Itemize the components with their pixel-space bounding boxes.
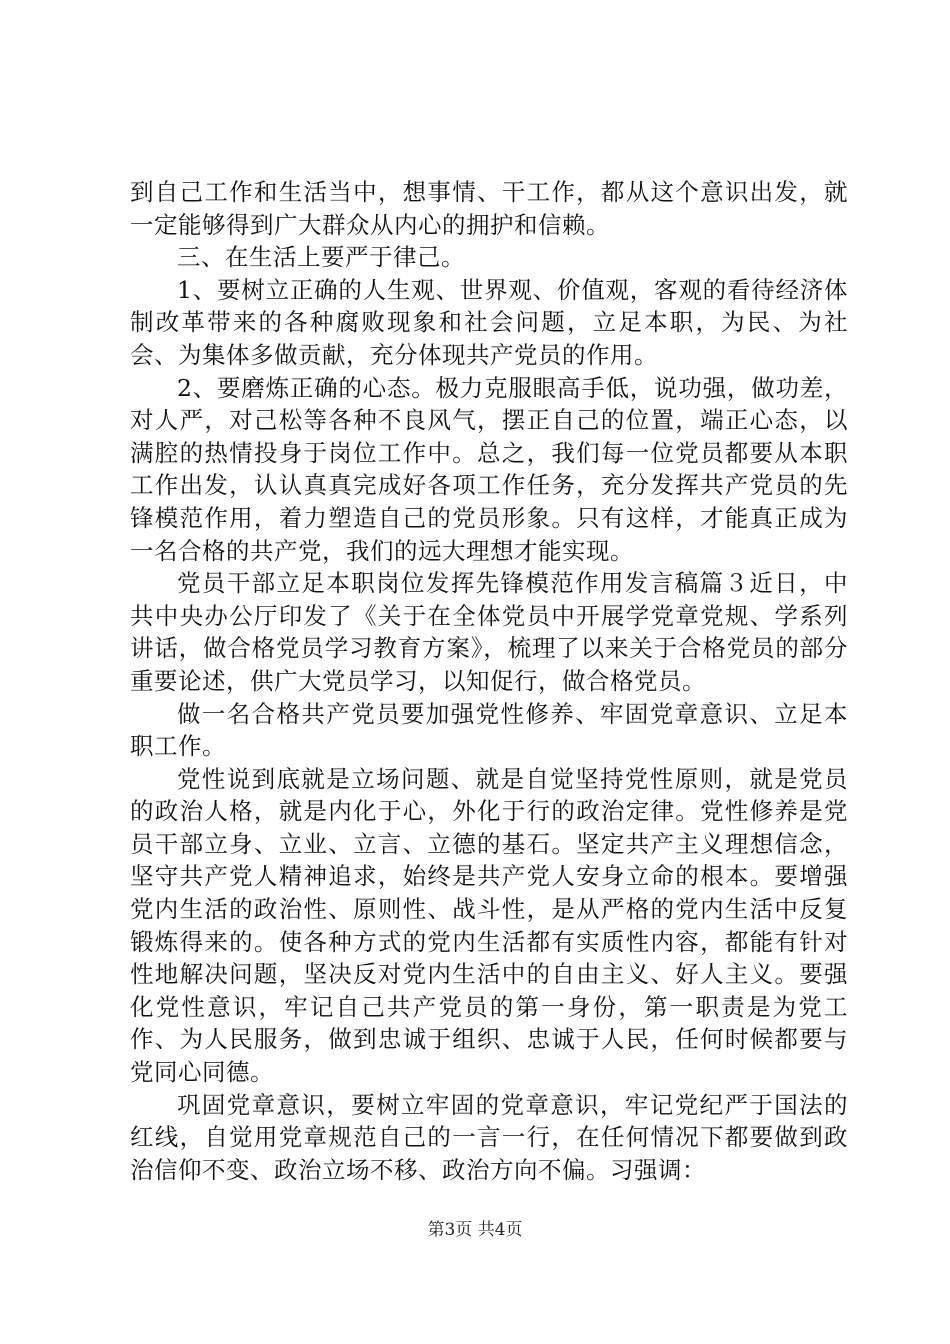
document-body <box>130 176 848 1186</box>
paragraph-item-1: 1、要树立正确的人生观、世界观、价值观，客观的看待经济体制改革带来的各种腐败现象和社会问题，立足本职，为民、为社会、为集体多做贡献，充分体现共产党员的作用。 <box>130 275 848 369</box>
page-footer: 第3页 共4页 <box>427 1220 523 1240</box>
paragraph-item-2: 2、要磨炼正确的心态。极力克服眼高手低，说功强，做功差，对人严，对己松等各种不良风气，摆正自己的位置，端正心态，以满腔的热情投身于岗位工作中。总之，我们每一位党员都要从本职工作出发，认认真真完成好各项工作任务，充分发挥共产党员的先锋模范作用，着力塑造自己的党员形象。只有这样，才能真正成为一名合格的共产党，我们的远大理想才能实现。 <box>130 373 848 565</box>
paragraph-party-spirit: 党性说到底就是立场问题、就是自觉坚持党性原则，就是党员的政治人格，就是内化于心，外化于行的政治定律。党性修养是党员干部立身、立业、立言、立德的基石。坚定共产主义理想信念，坚守共产党人精神追求，始终是共产党人安身立命的根本。要增强党内生活的政治性、原则性、战斗性，是从严格的党内生活中反复锻炼得来的。使各种方式的党内生活都有实质性内容，都能有针对性地解决问题，坚决反对党内生活中的自由主义、好人主义。要强化党性意识，牢记自己共产党员的第一身份，第一职责是为党工作、为人民服务，做到忠诚于组织、忠诚于人民，任何时候都要与党同心同德。 <box>130 764 848 1087</box>
paragraph-1: 到自己工作和生活当中，想事情、干工作，都从这个意识出发，就一定能够得到广大群众从内心的拥护和信赖。 <box>130 178 848 239</box>
section-heading-3: 三、在生活上要严于律己。 <box>177 243 465 272</box>
paragraph-party-constitution: 巩固党章意识，要树立牢固的党章意识，牢记党纪严于国法的红线，自觉用党章规范自己的一言一行，在任何情况下都要做到政治信仰不变、政治立场不移、政治方向不偏。习强调： <box>130 1090 848 1184</box>
paragraph-article-3: 党员干部立足本职岗位发挥先锋模范作用发言稿篇３近日，中共中央办公厅印发了《关于在全体党员中开展学党章党规、学系列讲话，做合格党员学习教育方案》，梳理了以来关于合格党员的部分重要论述，供广大党员学习，以知促行，做合格党员。 <box>130 569 848 695</box>
paragraph-qualified-member: 做一名合格共产党员要加强党性修养、牢固党章意识、立足本职工作。 <box>130 699 848 761</box>
